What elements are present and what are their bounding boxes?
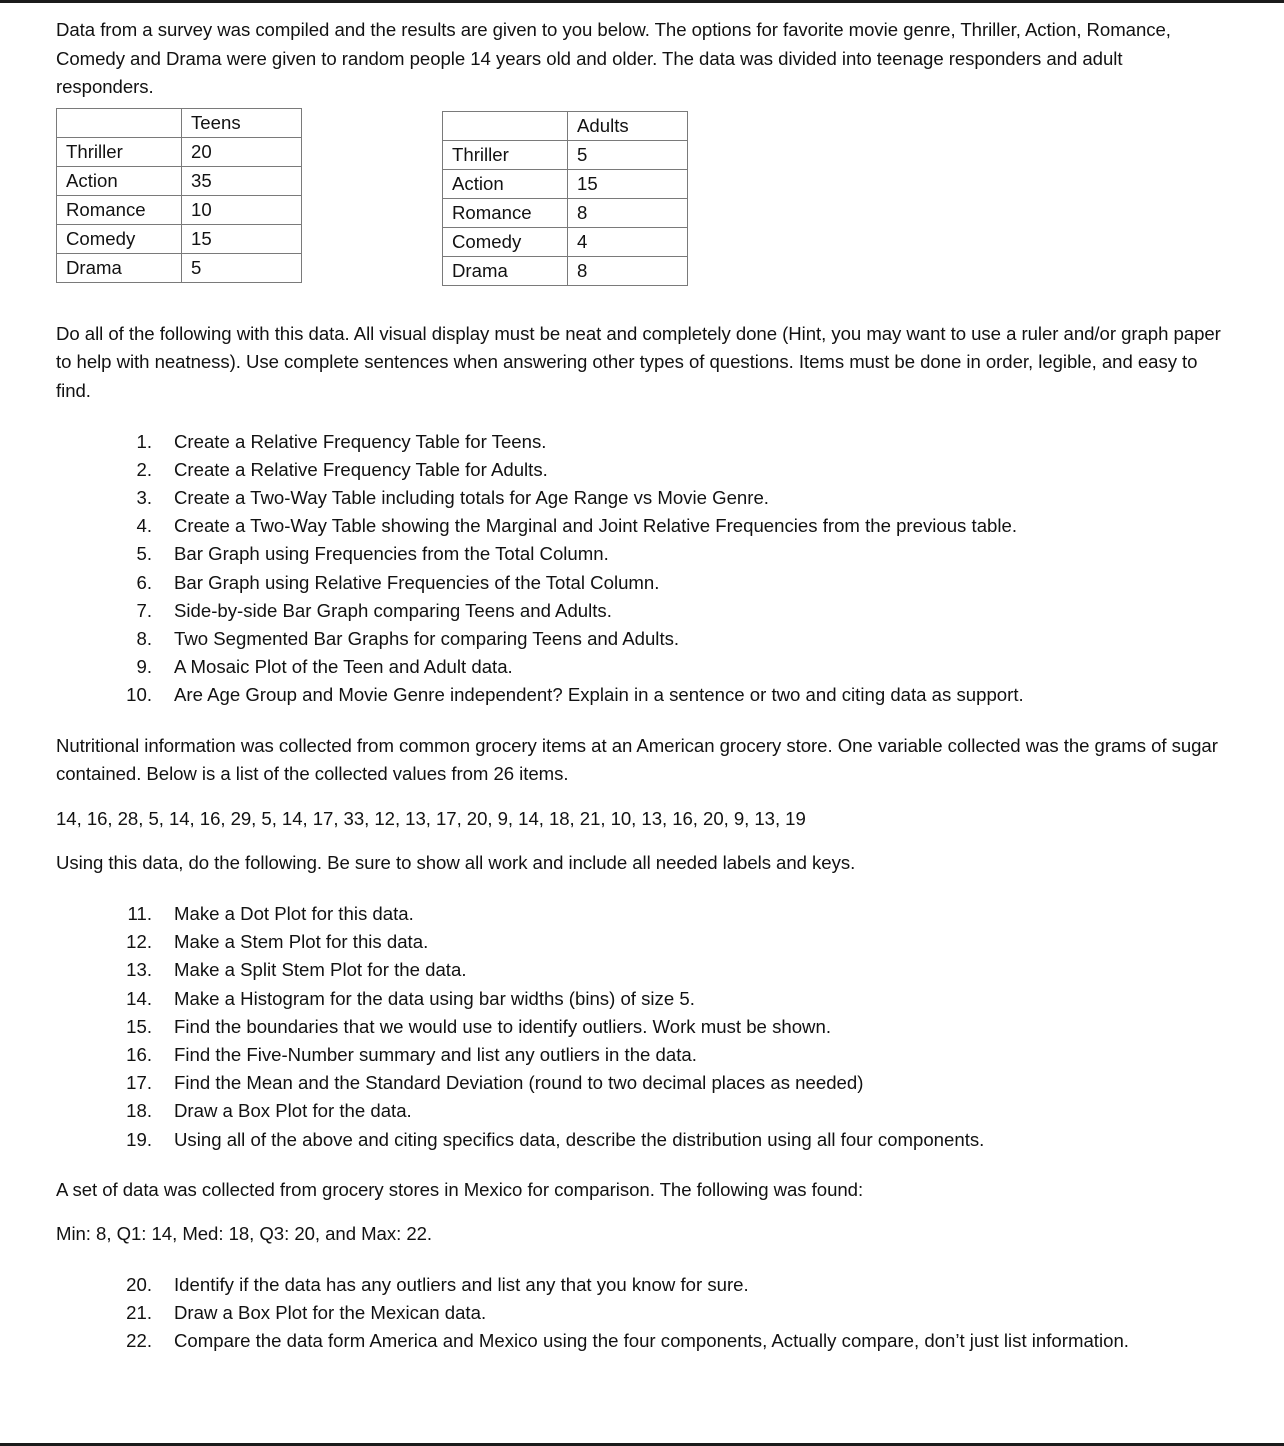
table-row — [57, 137, 302, 166]
item-text: Find the Mean and the Standard Deviation (round to two decimal places as needed) — [174, 1072, 864, 1094]
list-item — [94, 900, 1232, 928]
teens-row-label: Comedy — [57, 224, 182, 253]
item-number: 20. — [126, 1273, 152, 1295]
table-row — [443, 227, 688, 256]
teens-row-value: 10 — [182, 195, 302, 224]
teens-row-label: Action — [57, 166, 182, 195]
list-item — [94, 569, 1232, 597]
spacer — [56, 1249, 1232, 1271]
list-item — [94, 540, 1232, 568]
table-row — [57, 166, 302, 195]
item-number: 9. — [136, 656, 152, 678]
list-item — [94, 1327, 1232, 1355]
adults-row-label: Romance — [443, 198, 568, 227]
nutrition-paragraph: Nutritional information was collected from common grocery items at an American grocery store. One variable collected was the grams of sugar contained. Below is a list of the collected values from 26 items. — [56, 734, 1218, 785]
table-row — [57, 195, 302, 224]
spacer — [56, 406, 1232, 428]
frequency-tables-row — [56, 106, 1232, 294]
item-text: Draw a Box Plot for the Mexican data. — [174, 1302, 487, 1324]
list-item — [94, 653, 1232, 681]
spacer — [56, 878, 1232, 900]
adults-row-value: 8 — [568, 256, 688, 285]
item-text: Create a Relative Frequency Table for Adults. — [174, 458, 548, 480]
list-item — [94, 956, 1232, 984]
item-number: 12. — [126, 931, 152, 953]
list-item — [94, 1299, 1232, 1327]
item-text: Bar Graph using Relative Frequencies of the Total Column. — [174, 571, 660, 593]
item-text: A Mosaic Plot of the Teen and Adult data. — [174, 656, 513, 678]
spacer — [56, 1154, 1232, 1176]
item-number: 10. — [126, 684, 152, 706]
item-number: 21. — [126, 1302, 152, 1324]
list-item — [94, 1069, 1232, 1097]
mexico-paragraph: A set of data was collected from grocery stores in Mexico for comparison. The following was found: — [56, 1178, 864, 1200]
item-text: Make a Split Stem Plot for the data. — [174, 959, 467, 981]
item-number: 22. — [126, 1330, 152, 1352]
adults-row-label: Drama — [443, 256, 568, 285]
teens-frequency-table — [56, 108, 302, 283]
list-item — [94, 428, 1232, 456]
task-list-one — [94, 428, 1232, 710]
list-item — [94, 1271, 1232, 1299]
teens-row-value: 35 — [182, 166, 302, 195]
item-number: 19. — [126, 1128, 152, 1150]
item-text: Using all of the above and citing specifics data, describe the distribution using all four components. — [174, 1128, 985, 1150]
intro-paragraph: Data from a survey was compiled and the results are given to you below. The options for favorite movie genre, Thriller, Action, Romance, Comedy and Drama were given to random people 14 years old and older. The data was divided into teenage responders and adult responders. — [56, 19, 1171, 98]
adults-row-label: Comedy — [443, 227, 568, 256]
adults-row-label: Thriller — [443, 140, 568, 169]
table-row — [443, 198, 688, 227]
spacer — [56, 833, 1232, 849]
adults-row-value: 15 — [568, 169, 688, 198]
item-number: 17. — [126, 1072, 152, 1094]
adults-row-value: 4 — [568, 227, 688, 256]
list-item — [94, 928, 1232, 956]
adults-value-header: Adults — [568, 111, 688, 140]
item-text: Make a Dot Plot for this data. — [174, 902, 414, 924]
item-number: 8. — [136, 627, 152, 649]
sugar-values-line: 14, 16, 28, 5, 14, 16, 29, 5, 14, 17, 33, 12, 13, 17, 20, 9, 14, 18, 21, 10, 13, 16, 20, 9, 13, 19 — [56, 807, 806, 829]
list-item — [94, 597, 1232, 625]
teens-row-label: Romance — [57, 195, 182, 224]
item-number: 2. — [136, 458, 152, 480]
list-item — [94, 484, 1232, 512]
item-text: Identify if the data has any outliers and list any that you know for sure. — [174, 1273, 749, 1295]
task-list-two — [94, 900, 1232, 1154]
item-text: Create a Relative Frequency Table for Teens. — [174, 430, 547, 452]
list-item — [94, 681, 1232, 709]
adults-row-label: Action — [443, 169, 568, 198]
table-row — [443, 140, 688, 169]
spacer — [56, 294, 1232, 320]
list-item — [94, 456, 1232, 484]
spacer — [56, 1204, 1232, 1220]
adults-row-value: 5 — [568, 140, 688, 169]
item-number: 3. — [136, 486, 152, 508]
item-number: 14. — [126, 987, 152, 1009]
table-row — [443, 256, 688, 285]
list-item — [94, 1097, 1232, 1125]
item-text: Are Age Group and Movie Genre independent? Explain in a sentence or two and citing data as support. — [174, 684, 1024, 706]
item-number: 6. — [136, 571, 152, 593]
item-number: 4. — [136, 515, 152, 537]
item-number: 13. — [126, 959, 152, 981]
adults-row-value: 8 — [568, 198, 688, 227]
teens-blank-header — [57, 108, 182, 137]
item-number: 18. — [126, 1100, 152, 1122]
task-list-three — [94, 1271, 1232, 1356]
item-text: Make a Stem Plot for this data. — [174, 931, 429, 953]
list-item — [94, 512, 1232, 540]
item-number: 1. — [136, 430, 152, 452]
list-item — [94, 985, 1232, 1013]
item-text: Side-by-side Bar Graph comparing Teens and Adults. — [174, 599, 612, 621]
table-header-row — [57, 108, 302, 137]
teens-row-value: 5 — [182, 253, 302, 282]
adults-frequency-table — [442, 111, 688, 286]
item-number: 5. — [136, 543, 152, 565]
mexico-summary-line: Min: 8, Q1: 14, Med: 18, Q3: 20, and Max: 22. — [56, 1223, 433, 1245]
item-text: Find the Five-Number summary and list any outliers in the data. — [174, 1043, 697, 1065]
item-text: Create a Two-Way Table including totals for Age Range vs Movie Genre. — [174, 486, 769, 508]
item-text: Two Segmented Bar Graphs for comparing Teens and Adults. — [174, 627, 680, 649]
item-number: 16. — [126, 1043, 152, 1065]
teens-value-header: Teens — [182, 108, 302, 137]
instructions-paragraph: Do all of the following with this data. All visual display must be neat and completely done (Hint, you may want to use a ruler and/or graph paper to help with neatness). Use complete sentences when answering other types of questions. Items must be done in order, legible, and easy to find. — [56, 322, 1221, 401]
item-text: Compare the data form America and Mexico using the four components, Actually compare, don’t just list information. — [174, 1330, 1129, 1352]
table-row — [57, 253, 302, 282]
table-row — [443, 169, 688, 198]
item-number: 15. — [126, 1015, 152, 1037]
table-row — [57, 224, 302, 253]
spacer — [56, 789, 1232, 805]
list-item — [94, 1013, 1232, 1041]
item-text: Bar Graph using Frequencies from the Total Column. — [174, 543, 609, 565]
teens-row-label: Thriller — [57, 137, 182, 166]
teens-row-label: Drama — [57, 253, 182, 282]
teens-row-value: 15 — [182, 224, 302, 253]
spacer — [56, 710, 1232, 732]
list-item — [94, 1041, 1232, 1069]
item-text: Draw a Box Plot for the data. — [174, 1100, 412, 1122]
list-item — [94, 1126, 1232, 1154]
item-number: 7. — [136, 599, 152, 621]
list-item — [94, 625, 1232, 653]
adults-blank-header — [443, 111, 568, 140]
item-text: Make a Histogram for the data using bar widths (bins) of size 5. — [174, 987, 695, 1009]
item-text: Create a Two-Way Table showing the Marginal and Joint Relative Frequencies from the previous table. — [174, 515, 1018, 537]
using-data-paragraph: Using this data, do the following. Be sure to show all work and include all needed labels and keys. — [56, 852, 856, 874]
teens-row-value: 20 — [182, 137, 302, 166]
item-text: Find the boundaries that we would use to identify outliers. Work must be shown. — [174, 1015, 831, 1037]
table-header-row — [443, 111, 688, 140]
item-number: 11. — [127, 902, 152, 924]
